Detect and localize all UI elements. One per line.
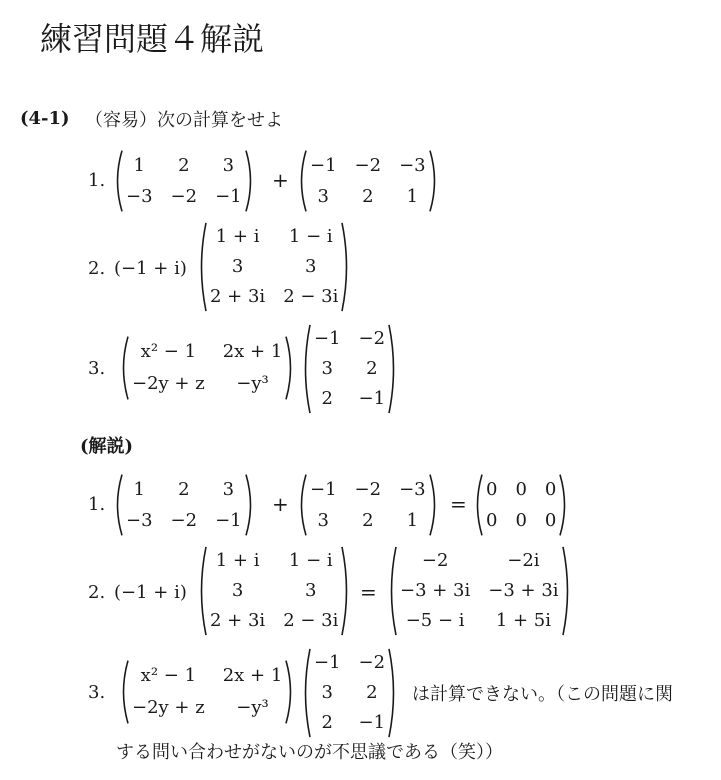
matrix-cell: −3 <box>399 478 426 500</box>
right-paren <box>244 474 256 536</box>
matrix-cell: 3 <box>231 580 244 601</box>
matrix-cell: 1 + i <box>215 226 260 247</box>
matrix-cell: −1 <box>358 712 386 733</box>
left-paren <box>118 660 130 724</box>
right-paren <box>340 546 352 636</box>
matrix-cell: 0 <box>515 509 527 531</box>
right-paren <box>340 222 352 312</box>
matrix-cell: −3 + 3i <box>400 580 471 601</box>
solution-2-equals: = <box>360 580 377 604</box>
solution-1-right-matrix <box>296 474 440 536</box>
matrix-cell: −1 <box>310 154 337 176</box>
solution-1-left-matrix <box>112 474 256 536</box>
solution-1-plus: + <box>272 492 289 516</box>
matrix-cell: 3 <box>222 478 235 500</box>
matrix-cell: −5 − i <box>405 610 465 631</box>
right-paren <box>244 150 256 212</box>
matrix-cell: 1 − i <box>288 226 333 247</box>
matrix-cell: −3 + 3i <box>488 580 559 601</box>
solution-2-result-matrix <box>386 546 573 636</box>
solution-heading: (解説) <box>80 436 134 457</box>
matrix-cell: −3 <box>399 154 426 176</box>
matrix-cell: −1 <box>314 652 341 673</box>
matrix-cell: 3 <box>321 682 333 703</box>
matrix-cell: 0 <box>544 509 557 531</box>
solution-2-matrix <box>196 546 352 636</box>
matrix-cell: 2 <box>362 185 374 207</box>
matrix-cell: 3 <box>231 256 244 277</box>
matrix-cell: −2 <box>170 185 198 207</box>
problem-2-matrix <box>196 222 352 312</box>
problem-1-left-matrix <box>112 150 256 212</box>
right-paren <box>428 150 440 212</box>
matrix-cell: 1 + i <box>215 550 260 571</box>
right-paren <box>558 474 570 536</box>
left-paren <box>296 150 308 212</box>
matrix-cell: 2 <box>321 712 333 733</box>
matrix-cell: −3 <box>126 185 153 207</box>
matrix-cell: −1 <box>215 185 242 207</box>
matrix-cell: −1 <box>310 478 337 500</box>
matrix-cell: 1 − i <box>288 550 333 571</box>
matrix-cell: −1 <box>314 328 341 349</box>
matrix-cell: x² − 1 <box>140 665 197 686</box>
solution-3-left-matrix <box>118 660 296 724</box>
problem-3-right-matrix <box>300 324 399 414</box>
left-paren <box>118 336 130 400</box>
problem-3-label: 3. <box>88 358 106 379</box>
matrix-cell: −y³ <box>236 373 269 394</box>
problem-3-left-matrix <box>118 336 296 400</box>
solution-1-equals: = <box>450 492 467 516</box>
matrix-cell: 2x + 1 <box>222 341 283 362</box>
page-title: 練習問題４解説 <box>40 20 265 58</box>
matrix-cell: 0 <box>515 478 527 500</box>
matrix-cell: −1 <box>215 509 242 531</box>
solution-3-remark-line1: は計算できない。（この問題に関 <box>412 684 673 705</box>
left-paren <box>296 474 308 536</box>
solution-3-right-matrix <box>300 648 399 738</box>
matrix-cell: 1 <box>406 185 419 207</box>
left-paren <box>112 150 124 212</box>
solution-1-result-matrix <box>472 474 570 536</box>
right-paren <box>561 546 573 636</box>
matrix-cell: 3 <box>305 580 317 601</box>
left-paren <box>196 222 208 312</box>
left-paren <box>386 546 398 636</box>
left-paren <box>196 546 208 636</box>
right-paren <box>387 324 399 414</box>
right-paren <box>284 336 296 400</box>
plus-operator: + <box>272 168 289 192</box>
matrix-cell: 2 − 3i <box>283 610 339 631</box>
matrix-cell: x² − 1 <box>140 341 197 362</box>
matrix-cell: −2i <box>507 550 540 571</box>
matrix-cell: 1 <box>406 509 419 531</box>
right-paren <box>284 660 296 724</box>
left-paren <box>112 474 124 536</box>
matrix-cell: 3 <box>317 185 329 207</box>
matrix-cell: −2 <box>170 509 198 531</box>
matrix-cell: −2 <box>354 154 382 176</box>
section-number: (4-1) <box>20 108 70 129</box>
matrix-cell: 1 <box>133 154 145 176</box>
matrix-cell: 0 <box>486 478 498 500</box>
section-instruction: （容易）次の計算をせよ <box>85 110 283 131</box>
right-paren <box>428 474 440 536</box>
problem-1-label: 1. <box>88 170 106 191</box>
matrix-cell: 3 <box>222 154 235 176</box>
matrix-cell: −1 <box>358 388 386 409</box>
matrix-cell: 3 <box>305 256 317 277</box>
matrix-cell: 2 <box>366 682 378 703</box>
solution-2-label: 2. <box>88 582 106 603</box>
matrix-cell: 2 + 3i <box>210 610 266 631</box>
matrix-cell: 3 <box>317 509 329 531</box>
solution-3-label: 3. <box>88 682 106 703</box>
left-paren <box>472 474 484 536</box>
solution-1-label: 1. <box>88 494 106 515</box>
matrix-cell: 2 <box>362 509 374 531</box>
matrix-cell: 2x + 1 <box>222 665 283 686</box>
matrix-cell: 2 <box>366 358 378 379</box>
matrix-cell: 2 − 3i <box>283 286 339 307</box>
matrix-cell: 2 <box>178 478 190 500</box>
right-paren <box>387 648 399 738</box>
matrix-cell: −2 <box>358 328 386 349</box>
solution-2-scalar: (−1 + i) <box>114 582 187 603</box>
matrix-cell: 0 <box>544 478 557 500</box>
matrix-cell: 2 + 3i <box>210 286 266 307</box>
solution-3-remark-line2: する問い合わせがないのが不思議である（笑）） <box>116 742 503 763</box>
matrix-cell: −y³ <box>236 697 269 718</box>
matrix-cell: 1 + 5i <box>495 610 552 631</box>
problem-2-label: 2. <box>88 258 106 279</box>
matrix-cell: 0 <box>486 509 498 531</box>
matrix-cell: 2 <box>178 154 190 176</box>
left-paren <box>300 324 312 414</box>
problem-1-right-matrix <box>296 150 440 212</box>
matrix-cell: −3 <box>126 509 153 531</box>
matrix-cell: 1 <box>133 478 145 500</box>
matrix-cell: −2y + z <box>132 373 205 394</box>
matrix-cell: 3 <box>321 358 333 379</box>
problem-2-scalar: (−1 + i) <box>114 258 187 279</box>
matrix-cell: −2 <box>421 550 449 571</box>
matrix-cell: −2y + z <box>132 697 205 718</box>
matrix-cell: −2 <box>354 478 382 500</box>
left-paren <box>300 648 312 738</box>
matrix-cell: 2 <box>321 388 333 409</box>
matrix-cell: −2 <box>358 652 386 673</box>
